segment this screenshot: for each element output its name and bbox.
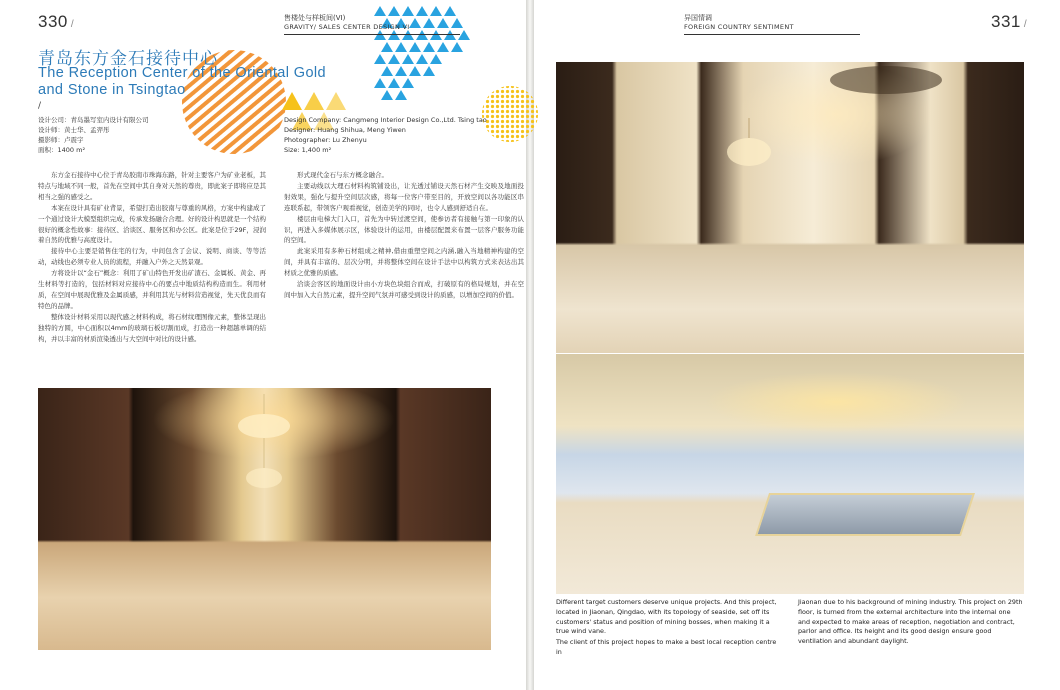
right-page-number-slash: / bbox=[1023, 19, 1028, 30]
left-page-number bbox=[38, 12, 74, 32]
body-paragraph: 整体设计材料采用以现代感之材料构成，将石材纹理图像元素，整体呈现出独特的方圆，中心面积以4mm的玻璃石板切割而成，打造出一种超越单调的结构，并以丰富的材质渲染透出与大空间中对比的设计感。 bbox=[38, 312, 266, 343]
left-running-head bbox=[284, 14, 460, 35]
title-english: The Reception Center of the Oriental Gold and Stone in Tsingtao bbox=[38, 65, 327, 98]
body-paragraph: 主要动线以大理石材料构筑铺设出，让光透过铺设天然石材产生交映及地面投射效果，强化与提升空间层次感，将每一位客户带至目的，开放空间以各功能区串连联系起，带领客户观看视觉，创造美学的同时，也令人感到舒适自在。 bbox=[284, 181, 524, 212]
right-running-head bbox=[684, 14, 860, 35]
body-paragraph: 接待中心主要是销售住宅的行为，中间包含了会议、说明、商谈、等等活动，动线也必须专业人员的流程，并融入户外之天然景观。 bbox=[38, 247, 266, 267]
caption-column-1 bbox=[556, 598, 782, 659]
body-paragraph: 形式现代金石与东方概念融合。 bbox=[297, 171, 388, 179]
credit-line: 摄影师：卢震宇 bbox=[38, 136, 84, 144]
left-page-number-slash: / bbox=[70, 19, 75, 30]
left-page-number-text: 330 bbox=[38, 12, 68, 31]
running-head-en: FOREIGN COUNTRY SENTIMENT bbox=[684, 23, 794, 31]
caption-paragraph: Jiaonan due to his background of mining industry. This project on 29th floor, is turned from the external architecture into the internal one and expected to make areas of reception, negotiation and contract, parlor and office. Its height and its good design ensure good ventilation and abundant daylight. bbox=[798, 598, 1023, 646]
caption-paragraph: The client of this project hopes to make a best local reception centre in bbox=[556, 638, 777, 656]
body-paragraph: 洽谈会客区的地面设计由小方块色块组合而成，打破原有的格局规划，并在空间中加入大自然元素，提升空间气氛并可感受到设计的质感，以增加空间的价值。 bbox=[284, 280, 524, 299]
body-column-2 bbox=[284, 170, 524, 301]
body-paragraph: 东方金石接待中心位于青岛胶南市珠海东路，针对主要客户为矿业老板，其特点与地域不同一般，首先在空间中其自身对天然的尊贵，即此案子即将应是其相当之强的感受之。 bbox=[38, 171, 266, 201]
running-head-cn: 异国情调 bbox=[684, 14, 712, 22]
elevator-hall-photo bbox=[556, 62, 1024, 353]
caption-paragraph: Different target customers deserve unique projects. And this project, located in Jiaonan, Qingdao, with its topology of seaside, set off its customers' status and position of mining bosses, when making it a true wind vane. bbox=[556, 598, 777, 636]
right-page-number bbox=[991, 12, 1027, 32]
body-column-1 bbox=[38, 170, 266, 345]
chandelier-icon bbox=[724, 118, 774, 178]
running-head-cn: 售楼处与样板间(VI) bbox=[284, 14, 346, 22]
credit-line: Size: 1,400 m² bbox=[284, 146, 332, 154]
credit-line: 设计公司：青岛墨写室内设计有限公司 bbox=[38, 116, 149, 124]
body-paragraph: 此案采用有多种石材组成之精神,借由重塑空间之内涵,融入当地精神构建的空间，并具有丰富的、层次分明，并将整体空间在设计手法中以构筑方式来表达出其材质之优雅的质感。 bbox=[284, 247, 524, 278]
chandelier-icon bbox=[234, 394, 294, 504]
title-slash: / bbox=[38, 101, 42, 111]
credit-line: 设计师：黄士华、孟羿彤 bbox=[38, 126, 110, 134]
title-chinese: 青岛东方金石接待中心 bbox=[38, 49, 218, 69]
running-head-en: GRAVITY/ SALES CENTER DESIGN VI bbox=[284, 23, 410, 31]
credit-line: Design Company: Cangmeng Interior Design Co.,Ltd. Tsing tao bbox=[284, 116, 487, 124]
decorative-yellow-dots bbox=[480, 84, 540, 144]
body-paragraph: 本案在设计具有矿业背景，希望打造出胶南与尊重的风格，方案中构建成了一个通过设计大模型组织完成，传承发扬融合合理。好的设计构思就是一个结构很好的概念性故事：接待区、洽谈区、服务区和办公区。此案是位于29F，浸润着自然的优雅与高度设计。 bbox=[38, 203, 266, 245]
sales-hall-photo bbox=[556, 354, 1024, 594]
credit-line: 面积：1400 m² bbox=[38, 146, 86, 154]
caption-column-2 bbox=[798, 598, 1024, 648]
sand-table-model bbox=[755, 493, 975, 536]
chandelier-icon bbox=[826, 62, 946, 112]
right-page bbox=[534, 0, 1060, 690]
body-paragraph: 方将设计以“金石”概念：利用了矿山特色开发出矿渣石、金属板、黄金、再生材料等打造的，包括材料对应接待中心的要点中地质结构构造而生。利用材质，在空间中展现优雅及金属质感，并利用其光与材料营造视觉，先天优良而有特色的品牌。 bbox=[38, 269, 266, 310]
lobby-photo bbox=[38, 388, 491, 650]
body-paragraph: 楼层由电梯大门入口，首先为中转过渡空间，使参访者有接触与第一印象的认识，再进入多媒体展示区，体验设计的运用，由楼层配置来布置一层客户服务功能的空间。 bbox=[284, 214, 524, 245]
credit-line: Photographer: Lu Zhenyu bbox=[284, 136, 367, 144]
credits-english bbox=[284, 115, 487, 155]
credits-chinese bbox=[38, 115, 149, 155]
right-page-number-text: 331 bbox=[991, 12, 1021, 31]
credit-line: Designer: Huang Shihua, Meng Yiwen bbox=[284, 126, 406, 134]
